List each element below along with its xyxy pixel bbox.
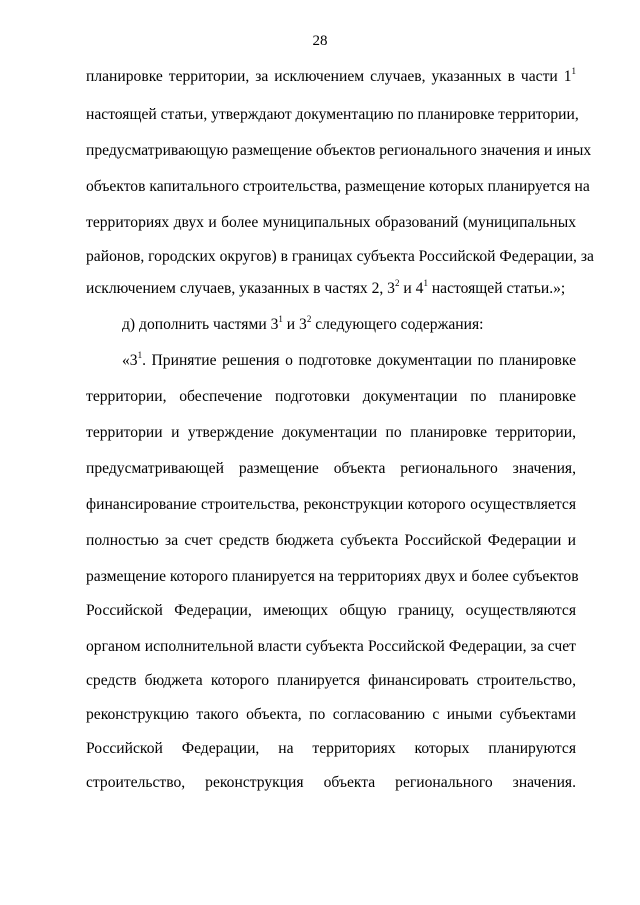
text-line: органом исполнительной власти субъекта Российской Федерации, за счет: [86, 638, 576, 655]
text-line: планировке территории, за исключением случаев, указанных в части $1^1$: [86, 66, 576, 85]
text-line: д) дополнить частями $3^1$ и $3^2$ следующего содержания:: [122, 314, 484, 333]
text-line: территориях двух и более муниципальных образований (муниципальных: [86, 214, 576, 231]
text-line: «$3^1$. Принятие решения о подготовке документации по планировке: [122, 350, 576, 369]
text-line: строительство, реконструкция объекта регионального значения.: [86, 774, 576, 791]
text-line: полностью за счет средств бюджета субъекта Российской Федерации и: [86, 532, 576, 549]
text-line: размещение которого планируется на территориях двух и более субъектов: [86, 568, 579, 585]
text-line: районов, городских округов) в границах субъекта Российской Федерации, за: [86, 248, 594, 265]
text-line: средств бюджета которого планируется финансировать строительство,: [86, 672, 576, 689]
text-line: Российской Федерации, имеющих общую границу, осуществляются: [86, 602, 576, 619]
page-number: 28: [312, 33, 328, 49]
text-line: предусматривающую размещение объектов регионального значения и иных: [86, 142, 592, 159]
text-line: территории, обеспечение подготовки документации по планировке: [86, 388, 576, 405]
text-line: территории и утверждение документации по планировке территории,: [86, 424, 576, 441]
text-line: предусматривающей размещение объекта регионального значения,: [86, 460, 576, 477]
text-line: исключением случаев, указанных в частях 2, $3^2$ и $4^1$ настоящей статьи.»;: [86, 278, 566, 297]
text-line: реконструкцию такого объекта, по согласованию с иными субъектами: [86, 706, 576, 723]
text-line: финансирование строительства, реконструкции которого осуществляется: [86, 496, 576, 513]
text-line: объектов капитального строительства, размещение которых планируется на: [86, 178, 590, 195]
text-line: настоящей статьи, утверждают документацию по планировке территории,: [86, 106, 579, 123]
text-line: Российской Федерации, на территориях которых планируются: [86, 740, 576, 757]
